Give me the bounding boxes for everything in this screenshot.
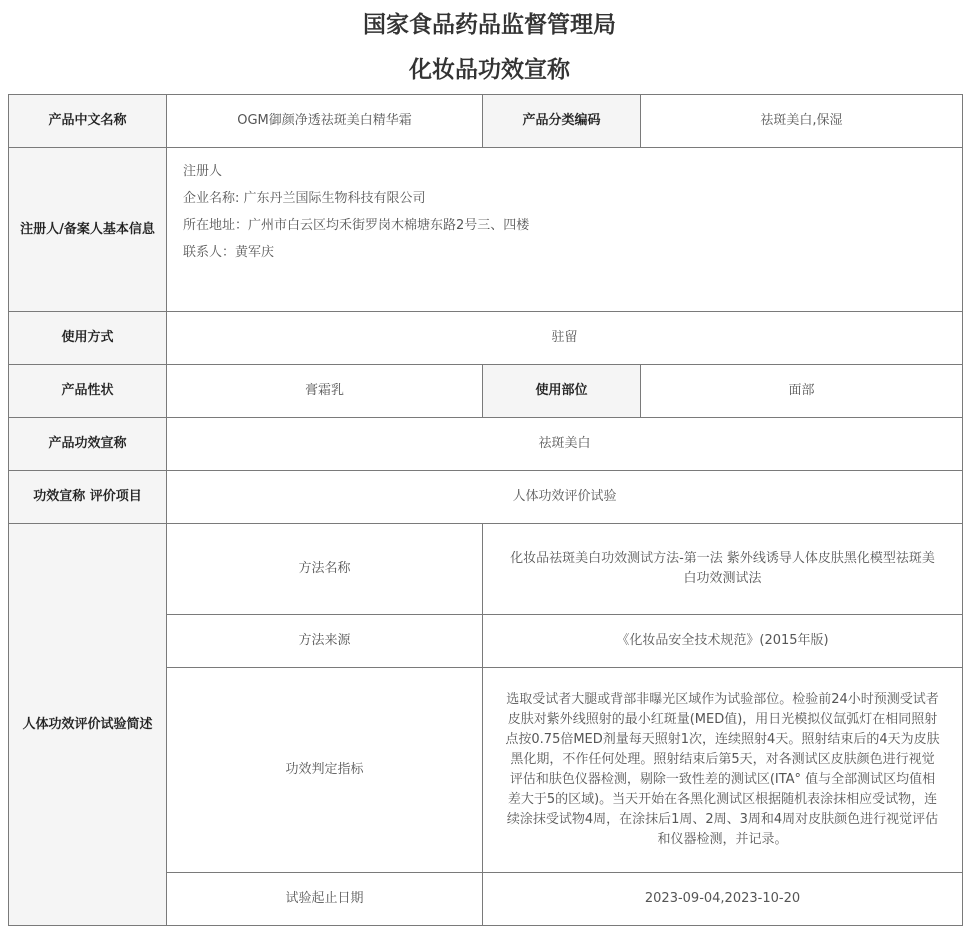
registrant-address: 所在地址：广州市白云区均禾街罗岗木棉塘东路2号三、四楼 xyxy=(183,218,530,233)
form-value: 膏霜乳 xyxy=(167,365,483,418)
method-name-value: 化妆品祛斑美白功效测试方法-第一法 紫外线诱导人体皮肤黑化模型祛斑美白功效测试法 xyxy=(483,524,963,615)
registrant-company: 企业名称: 广东丹兰国际生物科技有限公司 xyxy=(183,191,426,206)
site-label: 使用部位 xyxy=(483,365,641,418)
trial-dates-label: 试验起止日期 xyxy=(167,873,483,926)
claim-label: 产品功效宣称 xyxy=(9,418,167,471)
table-row xyxy=(9,471,963,524)
efficacy-criteria-value: 选取受试者大腿或背部非曝光区域作为试验部位。检验前24小时预测受试者皮肤对紫外线照射的最小红斑量(MED值)，用日光模拟仪氙弧灯在相同照射点按0.75倍MED剂量每天照射1次，连续照射4天。照射结束后的4天为皮肤黑化期，不作任何处理。照射结束后第5天，对各测试区皮肤颜色进行视觉评估和肤色仪器检测，剔除一致性差的测试区(ITA° 值与全部测试区均值相差大于5的区域)。当天开始在各黑化测试区根据随机表涂抹相应受试物，连续涂抹受试物4周，在涂抹后1周、2周、3周和4周对皮肤颜色进行视觉评估和仪器检测，并记录。 xyxy=(483,668,963,873)
product-name-label: 产品中文名称 xyxy=(9,95,167,148)
category-code-label: 产品分类编码 xyxy=(483,95,641,148)
usage-value: 驻留 xyxy=(167,312,963,365)
claim-info-table xyxy=(8,94,963,926)
table-row xyxy=(9,312,963,365)
trial-summary-label: 人体功效评价试验简述 xyxy=(9,524,167,926)
registrant-info-label: 注册人/备案人基本信息 xyxy=(9,148,167,312)
registrant-type: 注册人 xyxy=(183,164,223,179)
table-row xyxy=(9,418,963,471)
evaluation-value: 人体功效评价试验 xyxy=(167,471,963,524)
registrant-info-value xyxy=(167,148,963,312)
method-source-label: 方法来源 xyxy=(167,615,483,668)
document-title: 化妆品功效宣称 xyxy=(409,57,570,83)
trial-dates-value: 2023-09-04,2023-10-20 xyxy=(483,873,963,926)
efficacy-criteria-label: 功效判定指标 xyxy=(167,668,483,873)
method-name-label: 方法名称 xyxy=(167,524,483,615)
usage-label: 使用方式 xyxy=(9,312,167,365)
agency-title: 国家食品药品监督管理局 xyxy=(363,12,616,38)
evaluation-label: 功效宣称 评价项目 xyxy=(9,471,167,524)
product-name-value: OGM御颜净透祛斑美白精华霜 xyxy=(167,95,483,148)
table-row xyxy=(9,95,963,148)
claim-value: 祛斑美白 xyxy=(167,418,963,471)
table-row xyxy=(9,148,963,312)
registrant-contact: 联系人：黄军庆 xyxy=(183,245,275,260)
table-row xyxy=(9,365,963,418)
site-value: 面部 xyxy=(641,365,963,418)
method-source-value: 《化妆品安全技术规范》(2015年版) xyxy=(483,615,963,668)
table-row xyxy=(9,524,963,615)
form-label: 产品性状 xyxy=(9,365,167,418)
category-code-value: 祛斑美白,保湿 xyxy=(641,95,963,148)
